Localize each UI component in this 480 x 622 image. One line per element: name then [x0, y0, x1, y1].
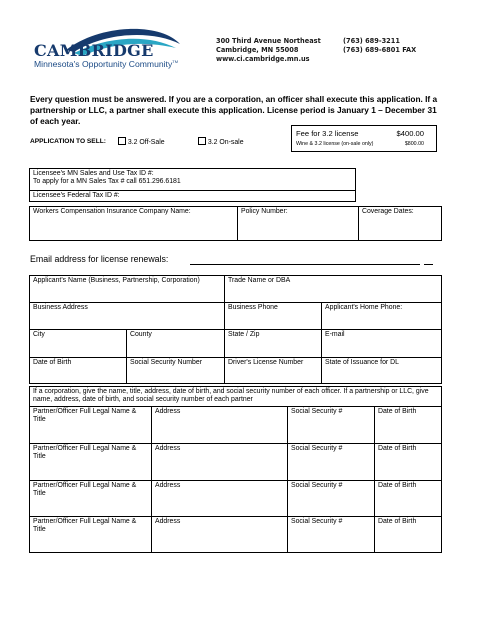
workers-comp-table	[29, 206, 442, 241]
dl-state-field[interactable]: State of Issuance for DL	[322, 358, 442, 384]
officer-row	[30, 407, 442, 444]
city-field[interactable]: City	[30, 330, 127, 358]
trade-name-field[interactable]: Trade Name or DBA	[225, 276, 442, 303]
drivers-license-field[interactable]: Driver's License Number	[225, 358, 322, 384]
fee-box	[291, 125, 437, 152]
officer-address-field[interactable]: Address	[152, 407, 288, 444]
city-phones	[343, 37, 416, 55]
instructions-paragraph: Every question must be answered. If you are a corporation, an officer shall execute this application. If a partnership or LLC, a partner shall execute this application. License period is January 1 – December 31 of each year.	[30, 94, 438, 127]
officer-row	[30, 517, 442, 553]
email-renewal-input-line-end	[424, 264, 433, 265]
ssn-field[interactable]: Social Security Number	[127, 358, 225, 384]
state-zip-field[interactable]: State / Zip	[225, 330, 322, 358]
address-street: 300 Third Avenue Northeast	[216, 37, 321, 45]
email-renewal-input-line[interactable]	[190, 264, 420, 265]
mn-tax-id-field[interactable]: Licensee's MN Sales and Use Tax ID #: To apply for a MN Sales Tax # call 651.296.6181	[30, 169, 356, 191]
officer-ssn-field[interactable]: Social Security #	[288, 517, 375, 553]
officer-dob-field[interactable]: Date of Birth	[375, 517, 442, 553]
officer-dob-field[interactable]: Date of Birth	[375, 481, 442, 517]
email-renewal-label: Email address for license renewals:	[30, 254, 169, 264]
officer-dob-field[interactable]: Date of Birth	[375, 407, 442, 444]
officer-name-field[interactable]: Partner/Officer Full Legal Name & Title	[30, 407, 152, 444]
fee-line-2: Wine & 3.2 license (on-sale only) $800.00	[296, 141, 424, 147]
date-of-birth-field[interactable]: Date of Birth	[30, 358, 127, 384]
address-city: Cambridge, MN 55008	[216, 46, 299, 54]
city-logo	[30, 26, 190, 76]
coverage-dates-field[interactable]: Coverage Dates:	[359, 207, 442, 241]
officer-ssn-field[interactable]: Social Security #	[288, 407, 375, 444]
officer-dob-field[interactable]: Date of Birth	[375, 444, 442, 481]
officer-name-field[interactable]: Partner/Officer Full Legal Name & Title	[30, 444, 152, 481]
off-sale-checkbox[interactable]	[118, 137, 126, 145]
tax-id-table	[29, 168, 356, 202]
applicant-table	[29, 275, 442, 384]
officer-row	[30, 481, 442, 517]
officers-instructions: If a corporation, give the name, title, address, date of birth, and social security number of each officer. If a partnership or LLC, give name, address, date of birth, and social security number of each partner	[30, 387, 442, 407]
phone-number: (763) 689-3211	[343, 37, 400, 45]
home-phone-field[interactable]: Applicant's Home Phone:	[322, 303, 442, 330]
off-sale-option[interactable]: 3.2 Off-Sale	[118, 137, 165, 146]
applicant-name-field[interactable]: Applicant's Name (Business, Partnership, Corporation)	[30, 276, 225, 303]
city-address	[216, 37, 321, 64]
fax-number: (763) 689-6801 FAX	[343, 46, 417, 54]
insurance-company-field[interactable]: Workers Compensation Insurance Company Name:	[30, 207, 238, 241]
officer-address-field[interactable]: Address	[152, 444, 288, 481]
fee-line-1: Fee for 3.2 license $400.00	[296, 129, 424, 138]
county-field[interactable]: County	[127, 330, 225, 358]
logo-wordmark: CAMBRIDGE	[34, 41, 154, 60]
application-label: APPLICATION TO SELL:	[30, 138, 106, 145]
officer-name-field[interactable]: Partner/Officer Full Legal Name & Title	[30, 517, 152, 553]
officer-row	[30, 444, 442, 481]
policy-number-field[interactable]: Policy Number:	[238, 207, 359, 241]
website-link[interactable]: www.ci.cambridge.mn.us	[216, 55, 310, 63]
business-phone-field[interactable]: Business Phone	[225, 303, 322, 330]
on-sale-option[interactable]: 3.2 On-sale	[198, 137, 244, 146]
officer-ssn-field[interactable]: Social Security #	[288, 444, 375, 481]
on-sale-checkbox[interactable]	[198, 137, 206, 145]
officer-ssn-field[interactable]: Social Security #	[288, 481, 375, 517]
logo-tagline: Minnesota's Opportunity Community™	[34, 59, 179, 69]
application-type	[30, 138, 106, 145]
officer-name-field[interactable]: Partner/Officer Full Legal Name & Title	[30, 481, 152, 517]
business-address-field[interactable]: Business Address	[30, 303, 225, 330]
officers-table	[29, 386, 442, 553]
officer-address-field[interactable]: Address	[152, 481, 288, 517]
email-field[interactable]: E-mail	[322, 330, 442, 358]
federal-tax-id-field[interactable]: Licensee's Federal Tax ID #:	[30, 191, 356, 202]
officer-address-field[interactable]: Address	[152, 517, 288, 553]
